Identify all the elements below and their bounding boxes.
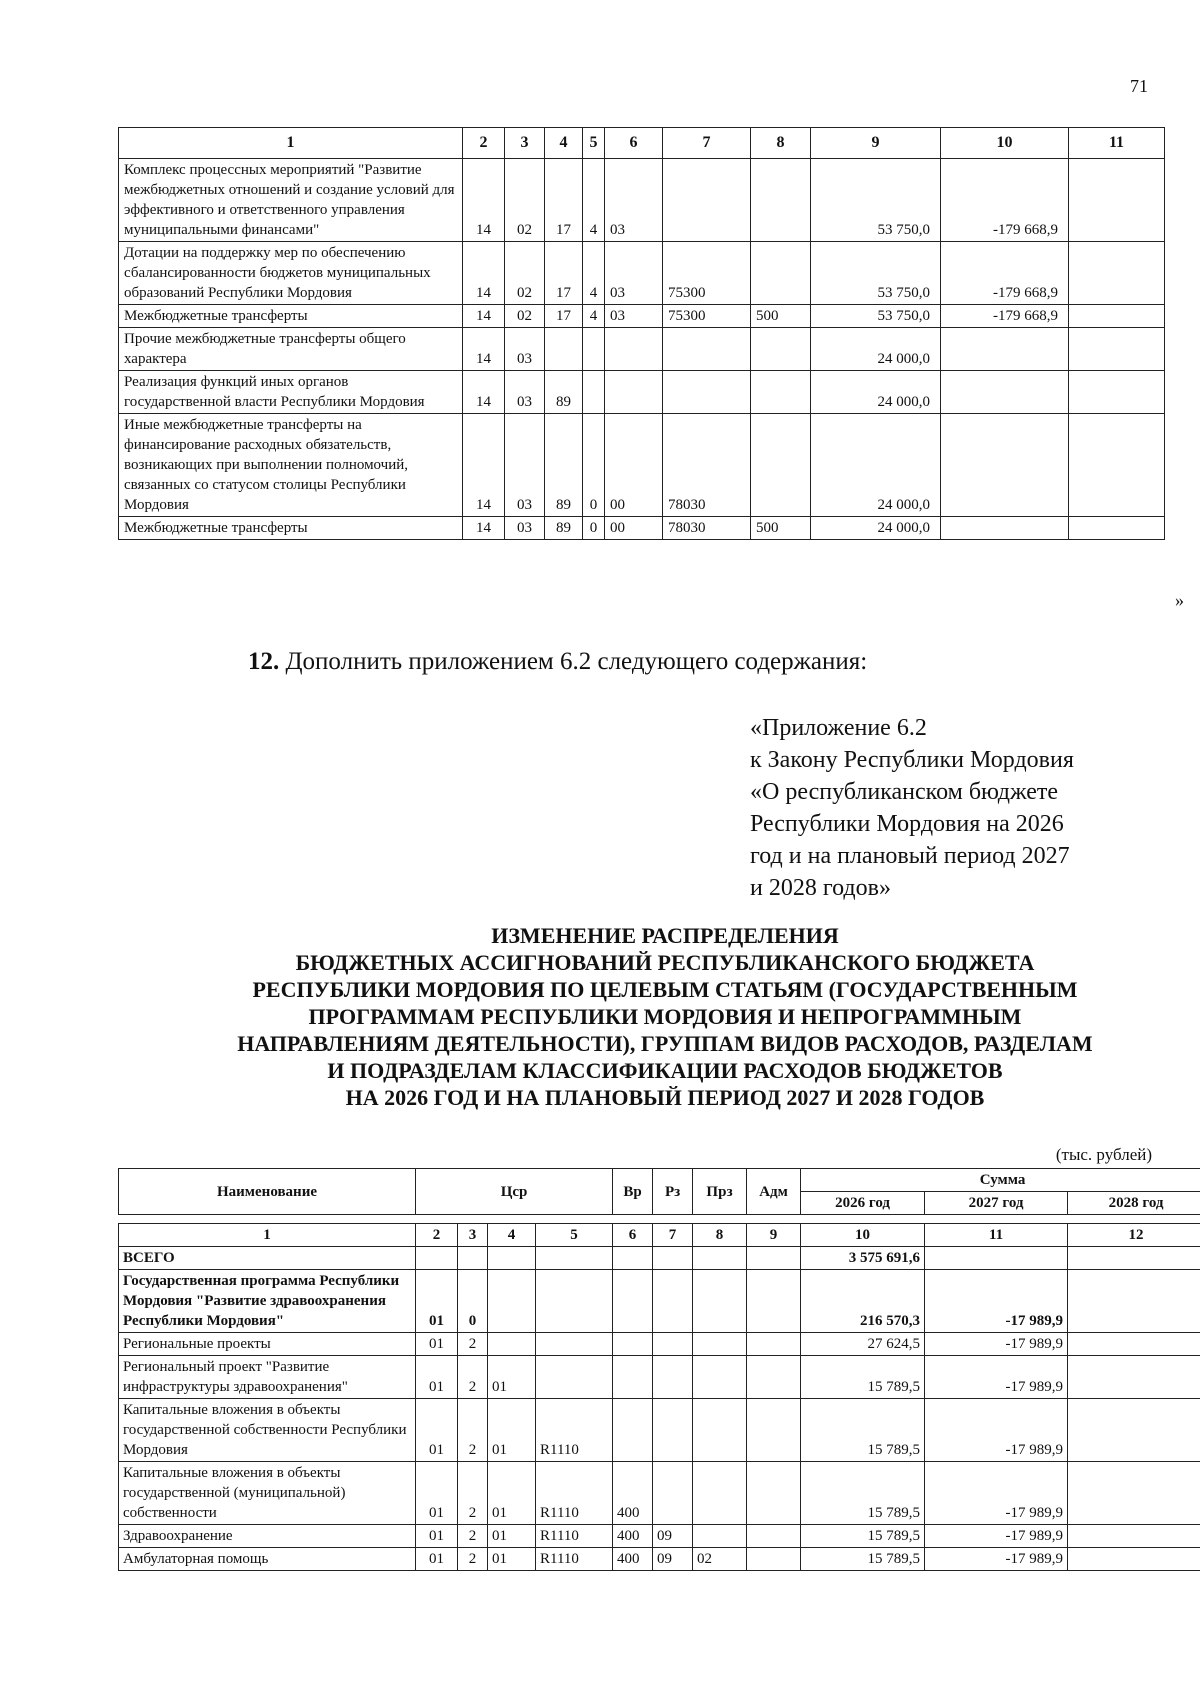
cell-c11	[1069, 159, 1165, 242]
cell-c12	[1068, 1270, 1200, 1333]
cell-c9	[747, 1333, 801, 1356]
table1-col-3: 3	[505, 128, 545, 159]
header-csr: Цср	[416, 1169, 613, 1215]
cell-c6: 400	[613, 1548, 653, 1571]
header-2026: 2026 год	[801, 1192, 925, 1215]
cell-c10	[941, 371, 1069, 414]
budget-allocation-table	[118, 1168, 1200, 1571]
table2-num: 9	[747, 1224, 801, 1247]
table1-row	[119, 305, 1165, 328]
cell-c5	[583, 328, 605, 371]
table2-num: 12	[1068, 1224, 1200, 1247]
table2-num: 5	[536, 1224, 613, 1247]
cell-c8	[693, 1270, 747, 1333]
cell-c4: 89	[545, 414, 583, 517]
cell-c4: 01	[488, 1399, 536, 1462]
cell-c2: 14	[463, 517, 505, 540]
cell-c11	[1069, 414, 1165, 517]
cell-c8: 500	[751, 305, 811, 328]
cell-c12	[1068, 1548, 1200, 1571]
title-line: ИЗМЕНЕНИЕ РАСПРЕДЕЛЕНИЯ	[491, 923, 839, 948]
cell-c3: 02	[505, 305, 545, 328]
cell-c2: 01	[416, 1356, 458, 1399]
cell-c9: 24 000,0	[811, 517, 941, 540]
cell-c4: 01	[488, 1548, 536, 1571]
cell-c9	[747, 1399, 801, 1462]
cell-c9	[747, 1356, 801, 1399]
cell-c9	[747, 1462, 801, 1525]
budget-table-continuation	[118, 127, 1165, 540]
cell-c5: 4	[583, 159, 605, 242]
row-name-cell: Государственная программа Республики Мордовия "Развитие здравоохранения Республики Мордовия"	[119, 1270, 416, 1333]
row-name-cell: Капитальные вложения в объекты государственной (муниципальной) собственности	[119, 1462, 416, 1525]
cell-c11	[925, 1247, 1068, 1270]
table2-num: 7	[653, 1224, 693, 1247]
cell-c11	[1069, 242, 1165, 305]
cell-c10: 15 789,5	[801, 1525, 925, 1548]
table1-col-11: 11	[1069, 128, 1165, 159]
units-note: (тыс. рублей)	[1055, 1145, 1152, 1164]
cell-c7	[653, 1462, 693, 1525]
cell-c4	[488, 1247, 536, 1270]
row-name-cell: Прочие межбюджетные трансферты общего характера	[119, 328, 463, 371]
title-line: НАПРАВЛЕНИЯМ ДЕЯТЕЛЬНОСТИ), ГРУППАМ ВИДОВ РАСХОДОВ, РАЗДЕЛАМ	[237, 1031, 1093, 1056]
cell-c7: 09	[653, 1548, 693, 1571]
row-name-cell: Здравоохранение	[119, 1525, 416, 1548]
cell-c10	[941, 328, 1069, 371]
cell-c11: -17 989,9	[925, 1333, 1068, 1356]
cell-c7	[653, 1270, 693, 1333]
table2-row	[119, 1270, 1200, 1333]
cell-c7	[653, 1356, 693, 1399]
cell-c3: 2	[458, 1333, 488, 1356]
header-vr: Вр	[613, 1169, 653, 1215]
cell-c11	[1069, 328, 1165, 371]
table2-row	[119, 1399, 1200, 1462]
table1-row	[119, 517, 1165, 540]
instruction-number: 12.	[248, 648, 280, 675]
cell-c10: -179 668,9	[941, 242, 1069, 305]
header-prz: Прз	[693, 1169, 747, 1215]
cell-c8	[693, 1247, 747, 1270]
cell-c6	[613, 1247, 653, 1270]
document-title	[150, 922, 1180, 1111]
cell-c3: 2	[458, 1462, 488, 1525]
cell-c2: 01	[416, 1399, 458, 1462]
cell-c11: -17 989,9	[925, 1399, 1068, 1462]
cell-c8	[751, 242, 811, 305]
cell-c8	[693, 1333, 747, 1356]
title-line: БЮДЖЕТНЫХ АССИГНОВАНИЙ РЕСПУБЛИКАНСКОГО БЮДЖЕТА	[295, 950, 1035, 975]
table2-num: 11	[925, 1224, 1068, 1247]
cell-c3: 03	[505, 371, 545, 414]
cell-c3: 02	[505, 242, 545, 305]
cell-c8	[693, 1399, 747, 1462]
cell-c10: 216 570,3	[801, 1270, 925, 1333]
cell-c10: -179 668,9	[941, 305, 1069, 328]
cell-c12	[1068, 1247, 1200, 1270]
cell-c5: 4	[583, 305, 605, 328]
row-name-cell: Иные межбюджетные трансферты на финансирование расходных обязательств, возникающих при выполнении полномочий, связанных со статусом столицы Республики Мордовия	[119, 414, 463, 517]
appendix-line: год и на плановый период 2027	[750, 843, 1070, 869]
cell-c8	[751, 414, 811, 517]
cell-c4: 01	[488, 1525, 536, 1548]
table1-col-2: 2	[463, 128, 505, 159]
table1-row	[119, 371, 1165, 414]
table1-col-9: 9	[811, 128, 941, 159]
cell-c2: 14	[463, 371, 505, 414]
cell-c9: 24 000,0	[811, 414, 941, 517]
cell-c5: 4	[583, 242, 605, 305]
table1-col-4: 4	[545, 128, 583, 159]
table1-row	[119, 414, 1165, 517]
cell-c9: 24 000,0	[811, 328, 941, 371]
cell-c10: 15 789,5	[801, 1548, 925, 1571]
cell-c12	[1068, 1525, 1200, 1548]
cell-c9	[747, 1525, 801, 1548]
cell-c5	[536, 1270, 613, 1333]
row-name-cell: Региональный проект "Развитие инфраструктуры здравоохранения"	[119, 1356, 416, 1399]
cell-c6	[613, 1270, 653, 1333]
row-name-cell: Реализация функций иных органов государственной власти Республики Мордовия	[119, 371, 463, 414]
cell-c9	[747, 1247, 801, 1270]
row-name-cell: ВСЕГО	[119, 1247, 416, 1270]
table2-num: 6	[613, 1224, 653, 1247]
cell-c9	[747, 1270, 801, 1333]
appendix-line: Республики Мордовия на 2026	[750, 811, 1064, 837]
cell-c5	[583, 371, 605, 414]
cell-c10	[941, 414, 1069, 517]
cell-c7: 78030	[663, 414, 751, 517]
table1-col-10: 10	[941, 128, 1069, 159]
cell-c7: 09	[653, 1525, 693, 1548]
cell-c3: 2	[458, 1548, 488, 1571]
cell-c4	[545, 328, 583, 371]
table1-col-7: 7	[663, 128, 751, 159]
cell-c12	[1068, 1399, 1200, 1462]
cell-c10: 3 575 691,6	[801, 1247, 925, 1270]
cell-c11: -17 989,9	[925, 1525, 1068, 1548]
table2-num: 4	[488, 1224, 536, 1247]
table2-num: 3	[458, 1224, 488, 1247]
cell-c10: 27 624,5	[801, 1333, 925, 1356]
table2-row	[119, 1548, 1200, 1571]
cell-c6	[605, 328, 663, 371]
cell-c10: 15 789,5	[801, 1462, 925, 1525]
header-2027: 2027 год	[925, 1192, 1068, 1215]
cell-c7	[663, 371, 751, 414]
row-name-cell: Региональные проекты	[119, 1333, 416, 1356]
table1-col-8: 8	[751, 128, 811, 159]
cell-c12	[1068, 1356, 1200, 1399]
cell-c4	[488, 1270, 536, 1333]
row-name-cell: Дотации на поддержку мер по обеспечению сбалансированности бюджетов муниципальных образований Республики Мордовия	[119, 242, 463, 305]
cell-c2: 01	[416, 1525, 458, 1548]
cell-c3: 03	[505, 414, 545, 517]
closing-quote: »	[1175, 590, 1184, 610]
cell-c6: 00	[605, 517, 663, 540]
cell-c6	[613, 1356, 653, 1399]
cell-c10: 15 789,5	[801, 1356, 925, 1399]
cell-c5: R1110	[536, 1399, 613, 1462]
cell-c2	[416, 1247, 458, 1270]
table2-row	[119, 1525, 1200, 1548]
cell-c3: 2	[458, 1399, 488, 1462]
cell-c4: 17	[545, 242, 583, 305]
header-sum: Сумма	[801, 1169, 1200, 1192]
table2-header-row-1	[119, 1169, 1200, 1192]
cell-c3: 03	[505, 328, 545, 371]
cell-c9: 53 750,0	[811, 159, 941, 242]
cell-c12	[1068, 1462, 1200, 1525]
cell-c9	[747, 1548, 801, 1571]
cell-c2: 01	[416, 1333, 458, 1356]
title-line: ПРОГРАММАМ РЕСПУБЛИКИ МОРДОВИЯ И НЕПРОГРАММНЫМ	[308, 1004, 1022, 1029]
cell-c8	[693, 1356, 747, 1399]
row-name-cell: Капитальные вложения в объекты государственной собственности Республики Мордовия	[119, 1399, 416, 1462]
row-name-cell: Амбулаторная помощь	[119, 1548, 416, 1571]
header-rz: Рз	[653, 1169, 693, 1215]
appendix-reference	[750, 712, 1074, 904]
table1-row	[119, 242, 1165, 305]
header-spacer	[119, 1215, 1200, 1224]
title-line: И ПОДРАЗДЕЛАМ КЛАССИФИКАЦИИ РАСХОДОВ БЮДЖЕТОВ	[327, 1058, 1003, 1083]
cell-c6	[605, 371, 663, 414]
cell-c8	[693, 1525, 747, 1548]
cell-c5	[536, 1333, 613, 1356]
cell-c7	[653, 1247, 693, 1270]
cell-c3: 03	[505, 517, 545, 540]
row-name-cell: Межбюджетные трансферты	[119, 517, 463, 540]
cell-c9: 53 750,0	[811, 242, 941, 305]
cell-c6	[613, 1333, 653, 1356]
appendix-line: «О республиканском бюджете	[750, 779, 1059, 805]
table2-num: 1	[119, 1224, 416, 1247]
title-line: НА 2026 ГОД И НА ПЛАНОВЫЙ ПЕРИОД 2027 И 2028 ГОДОВ	[345, 1085, 985, 1110]
cell-c6: 03	[605, 159, 663, 242]
cell-c7	[653, 1399, 693, 1462]
cell-c5	[536, 1356, 613, 1399]
table2-num: 10	[801, 1224, 925, 1247]
table1-col-5: 5	[583, 128, 605, 159]
header-name: Наименование	[119, 1169, 416, 1215]
cell-c5: 0	[583, 517, 605, 540]
cell-c6: 03	[605, 242, 663, 305]
cell-c3: 2	[458, 1525, 488, 1548]
cell-c5: R1110	[536, 1462, 613, 1525]
cell-c8	[693, 1462, 747, 1525]
cell-c2: 14	[463, 328, 505, 371]
cell-c2: 14	[463, 159, 505, 242]
cell-c10: 15 789,5	[801, 1399, 925, 1462]
appendix-line: «Приложение 6.2	[750, 715, 927, 741]
cell-c8: 500	[751, 517, 811, 540]
cell-c8	[751, 328, 811, 371]
cell-c9: 53 750,0	[811, 305, 941, 328]
cell-c11: -17 989,9	[925, 1462, 1068, 1525]
cell-c6	[613, 1399, 653, 1462]
cell-c6: 03	[605, 305, 663, 328]
cell-c7	[663, 328, 751, 371]
table2-row	[119, 1247, 1200, 1270]
appendix-line: и 2028 годов»	[750, 875, 891, 901]
cell-c7: 75300	[663, 242, 751, 305]
page-number: 71	[1130, 76, 1148, 96]
table1-col-1: 1	[119, 128, 463, 159]
cell-c5	[536, 1247, 613, 1270]
header-adm: Адм	[747, 1169, 801, 1215]
cell-c8	[751, 371, 811, 414]
cell-c3: 02	[505, 159, 545, 242]
cell-c5: R1110	[536, 1525, 613, 1548]
row-name-cell: Комплекс процессных мероприятий "Развитие межбюджетных отношений и создание условий для эффективного и ответственного управления муниципальными финансами"	[119, 159, 463, 242]
cell-c2: 01	[416, 1462, 458, 1525]
cell-c10	[941, 517, 1069, 540]
cell-c11	[1069, 517, 1165, 540]
cell-c7	[663, 159, 751, 242]
cell-c2: 14	[463, 305, 505, 328]
table2-num: 8	[693, 1224, 747, 1247]
cell-c8	[751, 159, 811, 242]
cell-c6: 00	[605, 414, 663, 517]
header-2028: 2028 год	[1068, 1192, 1200, 1215]
cell-c3	[458, 1247, 488, 1270]
cell-c4: 01	[488, 1462, 536, 1525]
table2-number-row	[119, 1224, 1200, 1247]
cell-c9: 24 000,0	[811, 371, 941, 414]
cell-c4: 01	[488, 1356, 536, 1399]
cell-c10: -179 668,9	[941, 159, 1069, 242]
cell-c2: 14	[463, 242, 505, 305]
cell-c11: -17 989,9	[925, 1548, 1068, 1571]
table1-col-6: 6	[605, 128, 663, 159]
appendix-line: к Закону Республики Мордовия	[750, 747, 1074, 773]
row-name-cell: Межбюджетные трансферты	[119, 305, 463, 328]
table1-row	[119, 159, 1165, 242]
cell-c8: 02	[693, 1548, 747, 1571]
cell-c4	[488, 1333, 536, 1356]
cell-c6: 400	[613, 1525, 653, 1548]
cell-c11	[1069, 305, 1165, 328]
cell-c2: 01	[416, 1270, 458, 1333]
table2-num: 2	[416, 1224, 458, 1247]
cell-c4: 17	[545, 305, 583, 328]
cell-c5: 0	[583, 414, 605, 517]
table1-row	[119, 328, 1165, 371]
cell-c2: 01	[416, 1548, 458, 1571]
cell-c4: 17	[545, 159, 583, 242]
cell-c11	[1069, 371, 1165, 414]
table2-row	[119, 1356, 1200, 1399]
cell-c7	[653, 1333, 693, 1356]
instruction-text: Дополнить приложением 6.2 следующего содержания:	[279, 648, 868, 675]
cell-c7: 78030	[663, 517, 751, 540]
table2-row	[119, 1462, 1200, 1525]
cell-c3: 0	[458, 1270, 488, 1333]
cell-c6: 400	[613, 1462, 653, 1525]
cell-c2: 14	[463, 414, 505, 517]
instruction-paragraph	[248, 648, 867, 676]
title-line: РЕСПУБЛИКИ МОРДОВИЯ ПО ЦЕЛЕВЫМ СТАТЬЯМ (ГОСУДАРСТВЕННЫМ	[252, 977, 1078, 1002]
cell-c4: 89	[545, 371, 583, 414]
cell-c12	[1068, 1333, 1200, 1356]
cell-c11: -17 989,9	[925, 1270, 1068, 1333]
cell-c5: R1110	[536, 1548, 613, 1571]
cell-c4: 89	[545, 517, 583, 540]
cell-c11: -17 989,9	[925, 1356, 1068, 1399]
table1-header-row	[119, 128, 1165, 159]
cell-c7: 75300	[663, 305, 751, 328]
cell-c3: 2	[458, 1356, 488, 1399]
table2-row	[119, 1333, 1200, 1356]
